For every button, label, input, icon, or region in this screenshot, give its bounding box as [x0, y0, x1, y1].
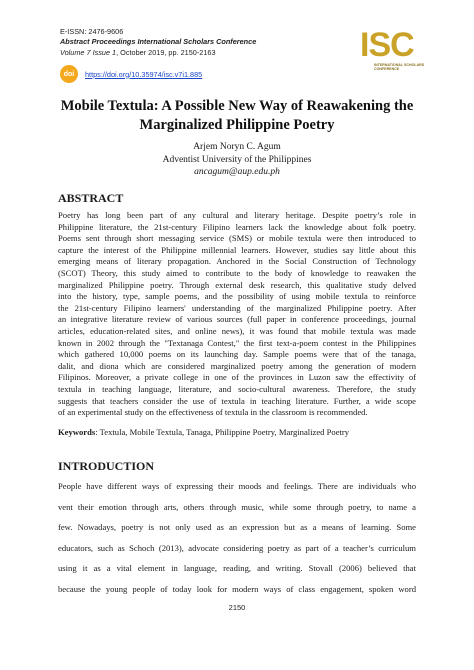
doi-icon: doi — [60, 65, 78, 83]
abstract-line: Poems sent through short messaging service (SMS) or mobile textula were then introduced to — [58, 233, 416, 244]
abstract-line: the 21st-century Filipino learners' understanding of the marginalized Philippine poetry. After — [58, 302, 416, 313]
journal-name: Abstract Proceedings International Scholars Conference — [60, 37, 257, 47]
doi-link[interactable]: https://doi.org/10.35974/isc.v7i1.885 — [85, 69, 203, 79]
issn: E-ISSN: 2476-9606 — [60, 27, 124, 36]
abstract-line: textula in teaching language, literature, and socio-cultural awareness. Therefore, the study — [58, 383, 416, 394]
abstract-line: Poetry has long been part of any cultural and literary heritage. Despite poetry’s role in — [58, 210, 416, 220]
abstract-line: of an experimental study on the effectiveness of textula in the classroom is recommended. — [58, 407, 368, 418]
abstract-line: capture the interest of the Philippine millennial learners. However, studies say little about this — [58, 244, 416, 255]
intro-line: educators, such as Schoch (2013), advocate considering poetry as part of a teacher’s curriculum — [58, 542, 416, 553]
abstract-line: emerging means of literary propagation. Anchored in the Social Construction of Technology — [58, 256, 416, 267]
isc-logo — [360, 27, 436, 73]
abstract-line: an integrative literature review of various sources (full paper in conference proceedings, journal — [58, 314, 416, 325]
intro-line: People have different ways of expressing their moods and feelings. There are individuals who — [58, 481, 416, 491]
abstract-line: Filipinos. Moreover, a private college in one of the provinces in Luzon saw the effectivity of — [58, 372, 416, 383]
abstract-line: dalit, and diona which are considered marginalized poetry among the generation of modern — [58, 360, 416, 371]
doi-row — [60, 65, 202, 83]
author-block — [40, 141, 434, 179]
intro-line: few. Nowadays, poetry is not only used as an expression but as a means of learning. Some — [58, 522, 416, 533]
keywords-label: Keywords — [58, 427, 96, 437]
introduction-heading: INTRODUCTION — [58, 459, 155, 473]
page-number: 2150 — [228, 603, 246, 612]
paper-title — [40, 97, 434, 134]
journal-header — [60, 27, 256, 58]
abstract-line: known in 2002 through the "Textanaga Contest," the first text-a-poem contest in the Philippines — [58, 337, 416, 348]
intro-line: because the young people of today look for modern ways of class engagement, spoken word — [58, 583, 416, 594]
abstract-line: suggests that teachers consider the use of textula in teaching literature. Further, a wide scope — [58, 395, 416, 406]
logo-subtitle: INTERNATIONAL SCHOLARS CONFERENCE — [374, 63, 425, 72]
abstract-line: into the history, type, sample poems, and the possibility of using mobile textula to reinforce — [58, 291, 416, 302]
volume-pages: , October 2019, pp. 2150-2163 — [116, 47, 216, 57]
abstract-line: marginalized Philippine poetry. Through external desk research, this qualitative study delved — [58, 279, 416, 290]
abstract-heading: ABSTRACT — [58, 191, 124, 205]
author-affiliation: Adventist University of the Philippines — [162, 154, 312, 165]
volume-issue: Volume 7 Issue 1 — [60, 47, 117, 57]
keywords-list: : Textula, Mobile Textula, Tanaga, Philippine Poetry, Marginalized Poetry — [95, 427, 350, 437]
volume-info — [60, 48, 256, 58]
intro-line: vent their emotion through arts, others through music, while some through poetry, to name a — [58, 501, 416, 512]
abstract-line: articles, education-related sites, and online news), it was found that mobile textula was made — [58, 325, 416, 336]
logo-text: ISC — [360, 26, 414, 64]
keywords — [58, 427, 349, 437]
author-name: Arjem Noryn C. Agum — [193, 142, 281, 152]
abstract-line: which gathered 10,000 poems on its launching day. Sample poems were that of the tanaga, — [58, 349, 416, 360]
author-email: ancagum@aup.edu.ph — [194, 167, 280, 177]
intro-line: using it as a vital element in language, reading, and writing. Stovall (2006) believed that — [58, 563, 416, 574]
title-line: Mobile Textula: A Possible New Way of Reawakening the — [60, 98, 414, 114]
introduction-body — [58, 476, 416, 600]
abstract-body — [58, 210, 416, 419]
title-line: Marginalized Philippine Poetry — [139, 116, 335, 133]
abstract-line: Philippine literature, the 21st-century Filipino learners lack the knowledge about folk poetry. — [58, 221, 416, 232]
abstract-line: (SCOT) Theory, this study aimed to contribute to the body of knowledge to reawaken the — [58, 267, 416, 278]
